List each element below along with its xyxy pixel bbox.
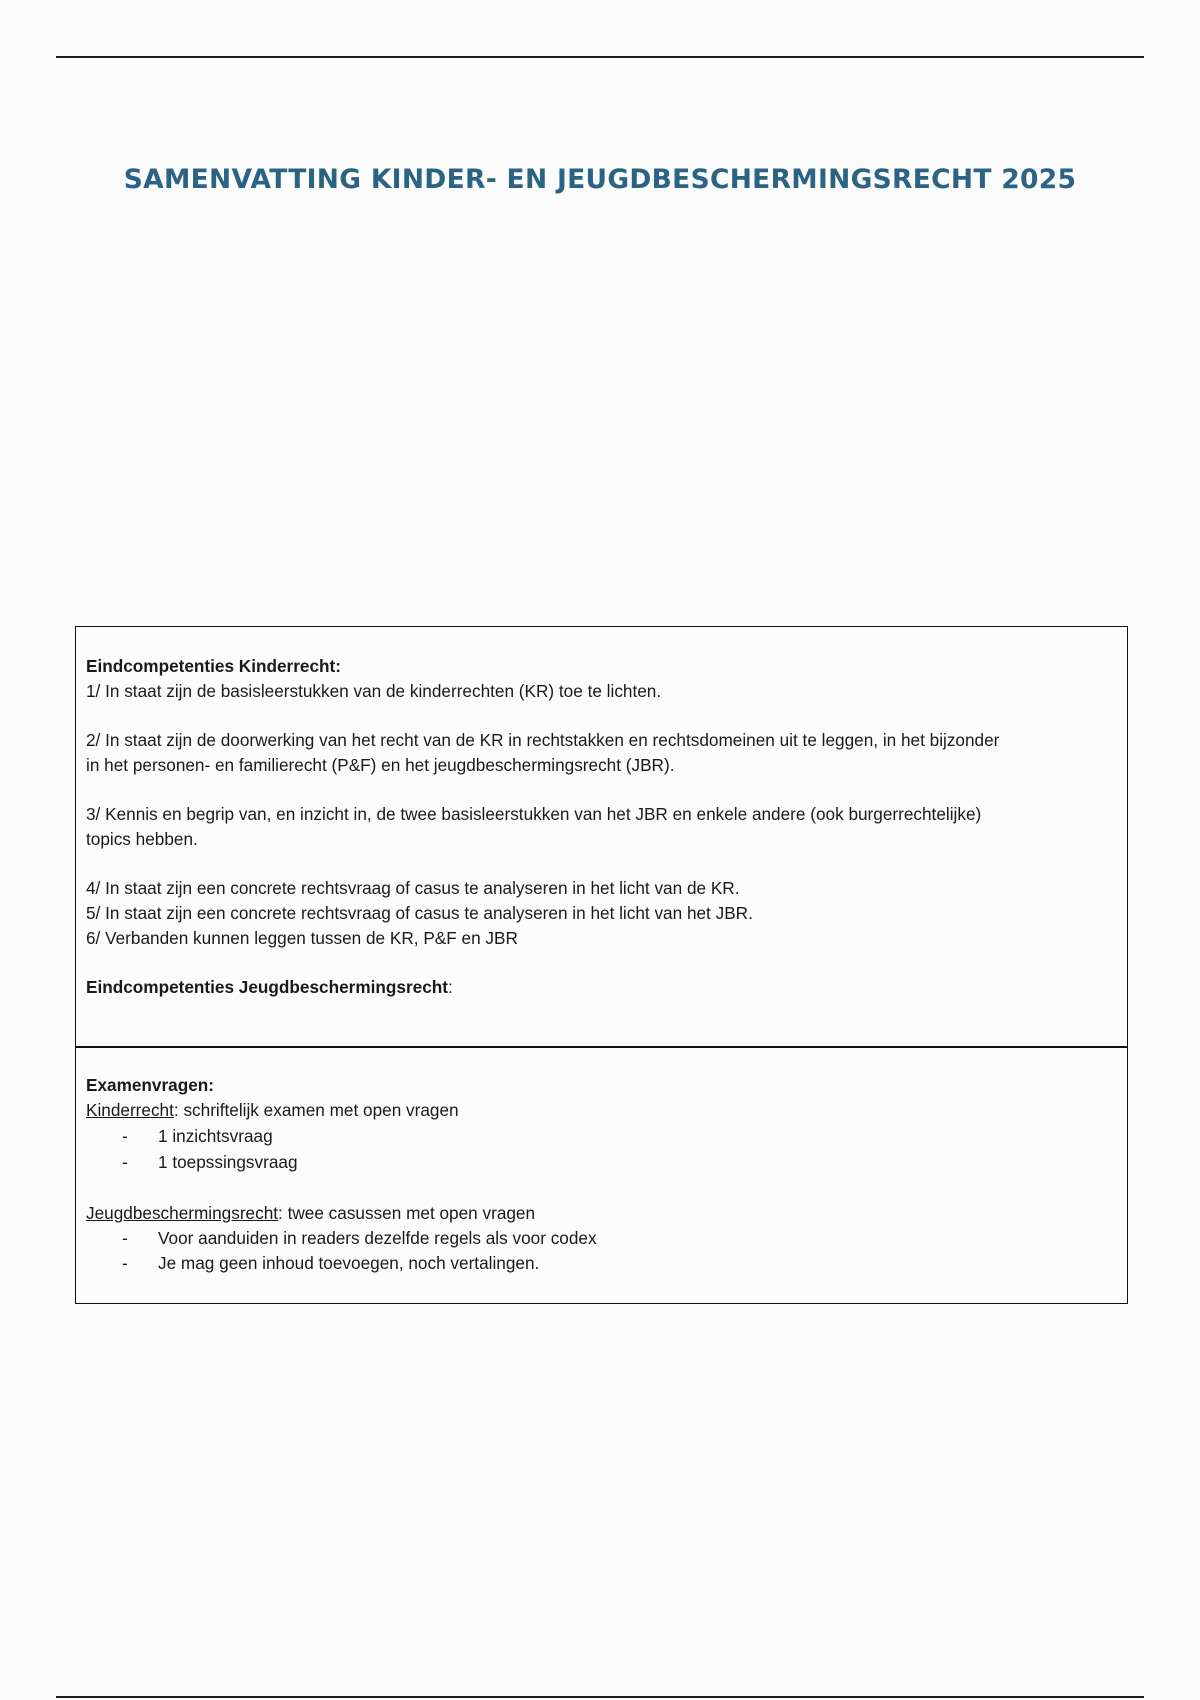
jbr-competencies-heading-label: Eindcompetenties Jeugdbeschermingsrecht [86,977,448,997]
kr-competencies-heading: Eindcompetenties Kinderrecht: [86,656,341,676]
jbr-competencies-heading [86,975,1117,1000]
exams-box [75,1046,1128,1304]
list-item-text: Voor aanduiden in readers dezelfde regels als voor codex [158,1228,597,1248]
list-item-text: 1 inzichtsvraag [158,1126,273,1146]
kr-exam-line [86,1098,1117,1123]
list-item [86,1251,1117,1276]
competency-2-line-2: in het personen- en familierecht (P&F) en het jeugdbeschermingsrecht (JBR). [86,755,675,775]
jbr-exam-line [86,1201,1117,1226]
jbr-exam-list [86,1226,1117,1276]
competency-3-line-2: topics hebben. [86,829,198,849]
jbr-exam-text: : twee casussen met open vragen [278,1203,536,1223]
bullet-dash: - [122,1253,128,1273]
competency-4: 4/ In staat zijn een concrete rechtsvraag of casus te analyseren in het licht van de KR. [86,878,740,898]
competency-6: 6/ Verbanden kunnen leggen tussen de KR, P&F en JBR [86,928,518,948]
bullet-dash: - [122,1228,128,1248]
competency-3-line-1: 3/ Kennis en begrip van, en inzicht in, de twee basisleerstukken van het JBR en enkele andere (ook burgerrechtelijke) [86,804,982,824]
kr-exam-list [86,1123,1117,1175]
list-item [86,1123,1117,1149]
competency-5: 5/ In staat zijn een concrete rechtsvraag of casus te analyseren in het licht van het JBR. [86,903,753,923]
kr-exam-label: Kinderrecht [86,1100,174,1120]
jbr-competencies-heading-colon: : [448,977,453,997]
competencies-box [75,626,1128,1048]
list-item [86,1226,1117,1251]
competency-2-line-1: 2/ In staat zijn de doorwerking van het recht van de KR in rechtstakken en rechtsdomeinen uit te leggen, in het bijzonder [86,730,1000,750]
competency-1: 1/ In staat zijn de basisleerstukken van de kinderrechten (KR) toe te lichten. [86,681,662,701]
document-title: SAMENVATTING KINDER- EN JEUGDBESCHERMINGSRECHT 2025 [123,163,1077,195]
footer-rule [56,1696,1144,1698]
kr-exam-text: : schriftelijk examen met open vragen [173,1100,459,1120]
jbr-exam-label: Jeugdbeschermingsrecht [86,1203,279,1223]
bullet-dash: - [122,1126,128,1146]
list-item-text: Je mag geen inhoud toevoegen, noch vertalingen. [158,1253,540,1273]
bullet-dash: - [122,1152,128,1172]
header-rule [56,56,1144,58]
list-item-text: 1 toepssingsvraag [158,1152,298,1172]
list-item [86,1149,1117,1175]
exams-heading: Examenvragen: [86,1075,215,1095]
